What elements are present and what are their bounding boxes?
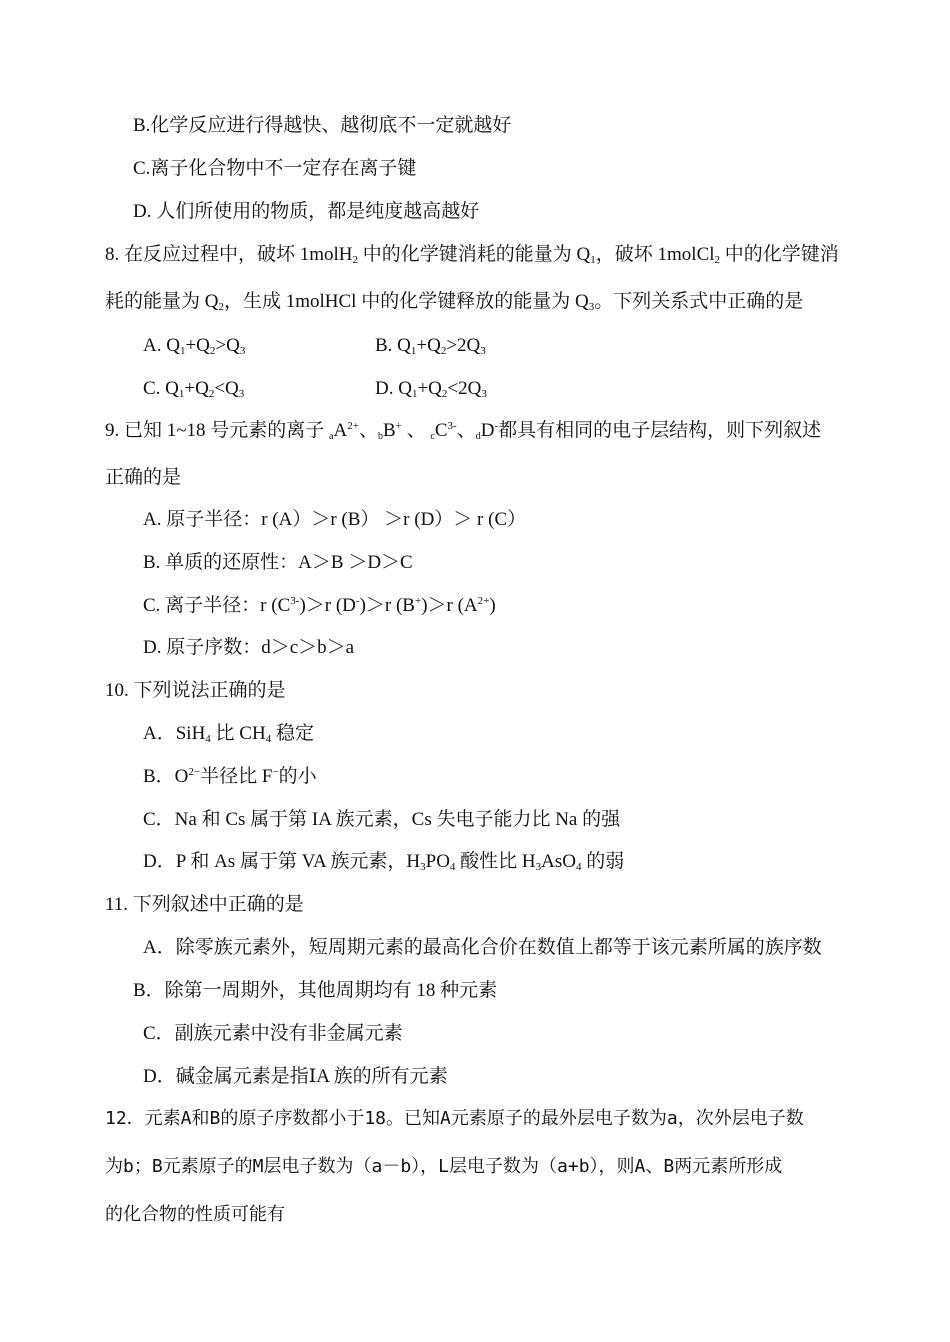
q10-stem: 10. 下列说法正确的是 <box>105 680 286 701</box>
q10-option-a: A．SiH$_4$ 比 $CH_4$ 稳定 <box>143 723 314 745</box>
q8-stem-line1: 8. 在反应过程中，破坏 1molH$_2$ 中的化学键消耗的能量为 $Q_1$，破坏 1molCl$_2$ 中的化学键消 <box>105 244 839 266</box>
q8-option-c: C. $Q_1+Q_2<Q_3$ <box>143 378 245 400</box>
q9-option-a: A. 原子半径：r (A）＞r (B） ＞r (D）＞ r (C） <box>143 509 527 530</box>
q8-option-a: A. $Q_1+Q_2>Q_3$ <box>143 335 246 357</box>
q9-option-c: C. 离子半径：r $(C^{3-})>r$ (D-)＞r (B+)＞r $(A^{2+})$ <box>143 595 496 616</box>
q12-stem-line2: 为b；B元素原子的M层电子数为（a－b），L层电子数为（a+b），则A、B两元素所形成 <box>105 1156 783 1177</box>
q7-option-c: C.离子化合物中不一定存在离子键 <box>133 158 417 179</box>
q9-stem-line2: 正确的是 <box>105 467 182 488</box>
q11-option-a: A．除零族元素外，短周期元素的最高化合价在数值上都等于该元素所属的族序数 <box>143 937 822 958</box>
q12-stem-line3: 的化合物的性质可能有 <box>105 1204 285 1225</box>
q11-stem: 11. 下列叙述中正确的是 <box>105 894 304 915</box>
q11-option-b: B．除第一周期外，其他周期均有 18 种元素 <box>133 980 498 1001</box>
q11-option-c: C．副族元素中没有非金属元素 <box>143 1023 403 1044</box>
q12-stem-line1: 12．元素A和B的原子序数都小于18。已知A元素原子的最外层电子数为a，次外层电子数 <box>105 1108 804 1129</box>
q8-option-b: B. $Q_1+Q_2>2Q_3$ <box>375 335 486 357</box>
q8-stem-line2: 耗的能量为 $Q_2$，生成 1molHCl 中的化学键释放的能量为 $Q_3$。下列关系式中正确的是 <box>105 291 804 313</box>
q9-option-b: B. 单质的还原性：A＞B ＞D＞C <box>143 552 413 573</box>
q8-option-d: D. $Q_1+Q_2<2Q_3$ <box>375 378 487 400</box>
q10-option-d: D．P 和 As 属于第 VA 族元素，$H_3PO_4$ 酸性比 $H_3AsO_4$ 的弱 <box>143 851 625 873</box>
q10-option-b: B．$O^{2-}$半径比 F−的小 <box>143 766 317 787</box>
q9-stem-line1: 9. 已知 1~18 号元素的离子 $aA^{2+}$、bB+ 、 $cC^{3-}$、dD-都具有相同的电子层结构，则下列叙述 <box>105 420 822 442</box>
q7-option-b: B.化学反应进行得越快、越彻底不一定就越好 <box>133 115 512 136</box>
q7-option-d: D. 人们所使用的物质，都是纯度越高越好 <box>133 201 480 222</box>
q10-option-c: C．Na 和 Cs 属于第 IA 族元素，Cs 失电子能力比 Na 的强 <box>143 809 621 830</box>
q11-option-d: D．碱金属元素是指ⅠA 族的所有元素 <box>143 1066 448 1087</box>
q9-option-d: D. 原子序数：d＞c＞b＞a <box>143 637 355 658</box>
